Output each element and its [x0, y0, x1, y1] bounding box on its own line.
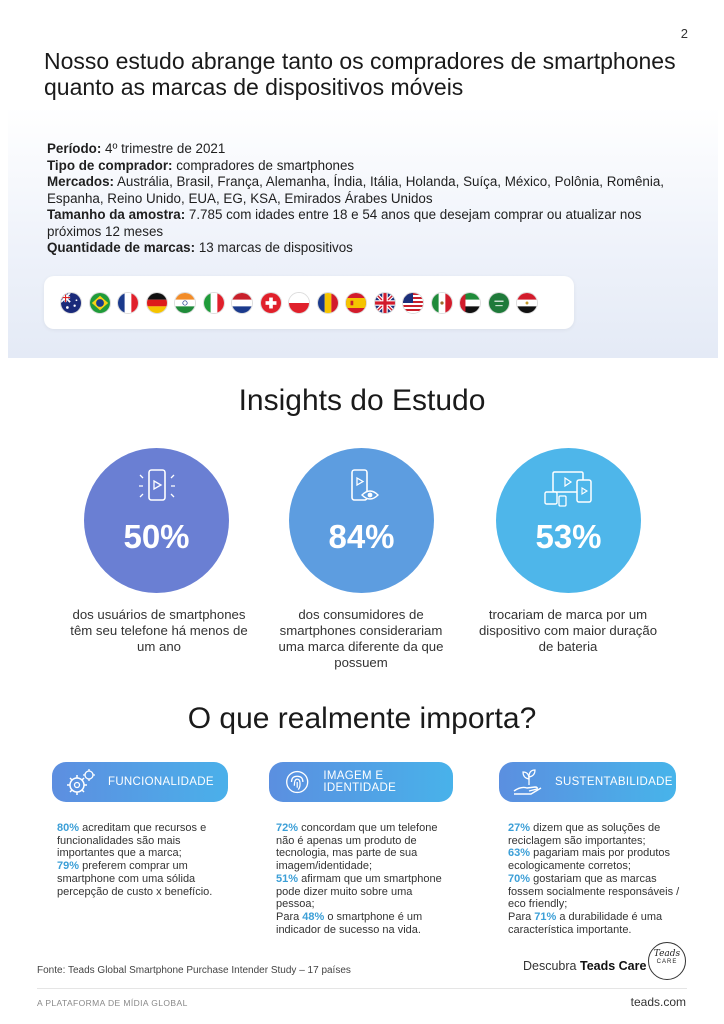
hand-plant-icon [511, 767, 545, 797]
page-headline: Nosso estudo abrange tanto os compradores de smartphones quanto as marcas de dispositivos móveis [44, 48, 676, 100]
stat-value-3: 53% [535, 518, 602, 555]
functionality-pill [52, 762, 228, 802]
mexico-flag [431, 292, 453, 314]
stat-circle-3 [496, 448, 641, 593]
switzerland-flag [260, 292, 282, 314]
platform-tagline: A PLATAFORMA DE MÍDIA GLOBAL [37, 998, 188, 1008]
image-identity-label: IMAGEM E IDENTIDADE [323, 770, 397, 794]
stat-circle-2 [289, 448, 434, 593]
discover-teads-care-link[interactable]: Descubra Teads Care [523, 959, 647, 973]
image-identity-text: 72% concordam que um telefone não é apenas um produto de tecnologia, mas parte de sua imagem/identidade; 51% afirmam que um smartphone pode dizer muito sobre uma pessoa; Para 48% o smartphone é um indicador de sucesso na vida. [276, 822, 442, 936]
markets-flag-card [44, 276, 574, 329]
poland-flag [288, 292, 310, 314]
stat-text-1: dos usuários de smartphones têm seu telefone há menos de um ano [70, 607, 248, 654]
germany-flag [146, 292, 168, 314]
image-identity-pill [269, 762, 453, 802]
phone-eye-icon [332, 466, 392, 512]
stat-value-1: 50% [123, 518, 190, 555]
page-number: 2 [680, 26, 688, 41]
detail-sample-size: Tamanho da amostra: 7.785 com idades entre 18 e 54 anos que desejam comprar ou atualizar nos próximos 12 meses [47, 207, 642, 239]
stat-circle-1 [84, 448, 229, 593]
spain-flag [345, 292, 367, 314]
saudi-arabia-flag [488, 292, 510, 314]
source-note: Fonte: Teads Global Smartphone Purchase Intender Study – 17 países [37, 965, 351, 976]
devices-icon [539, 466, 599, 512]
functionality-label: FUNCIONALIDADE [108, 776, 214, 788]
stat-value-2: 84% [328, 518, 395, 555]
india-flag [174, 292, 196, 314]
france-flag [117, 292, 139, 314]
detail-period: Período: 4º trimestre de 2021 [47, 141, 226, 156]
sustainability-pill [499, 762, 676, 802]
teads-care-logo: Teads CARE [648, 942, 686, 980]
fingerprint-icon [281, 767, 313, 797]
site-link[interactable]: teads.com [630, 995, 686, 1009]
usa-flag [402, 292, 424, 314]
sustainability-label: SUSTENTABILIDADE [555, 776, 673, 788]
detail-brand-count: Quantidade de marcas: 13 marcas de dispositivos [47, 240, 353, 255]
stat-text-3: trocariam de marca por um dispositivo com maior duração de bateria [478, 607, 658, 654]
insights-title: Insights do Estudo [238, 384, 486, 417]
functionality-text: 80% acreditam que recursos e funcionalidades são mais importantes que a marca; 79% preferem comprar um smartphone com uma sólida percepção de custo x benefício. [57, 822, 213, 898]
stat-text-2: dos consumidores de smartphones considerariam uma marca diferente da que possuem [278, 607, 444, 670]
egypt-flag [516, 292, 538, 314]
netherlands-flag [231, 292, 253, 314]
sustainability-text: 27% dizem que as soluções de reciclagem são importantes; 63% pagariam mais por produtos ecologicamente corretos; 70% gostariam que as marcas fossem socialmente responsáveis / eco friendly; Para 71% a durabilidade é uma característica importante. [508, 822, 680, 936]
italy-flag [203, 292, 225, 314]
detail-buyer-type: Tipo de comprador: compradores de smartphones [47, 157, 355, 173]
uae-flag [459, 292, 481, 314]
romania-flag [317, 292, 339, 314]
australia-flag [60, 292, 82, 314]
gears-icon [64, 767, 98, 797]
detail-markets: Mercados: Austrália, Brasil, França, Alemanha, Índia, Itália, Holanda, Suíça, México, Polônia, Romênia, Espanha, Reino Unido, EUA, EG, KSA, Emirados Árabes Unidos [47, 174, 665, 206]
uk-flag [374, 292, 396, 314]
footer-divider [37, 988, 687, 989]
matters-title: O que realmente importa? [187, 702, 537, 735]
brazil-flag [89, 292, 111, 314]
study-details [47, 141, 687, 257]
vibrating-phone-icon [127, 466, 187, 512]
